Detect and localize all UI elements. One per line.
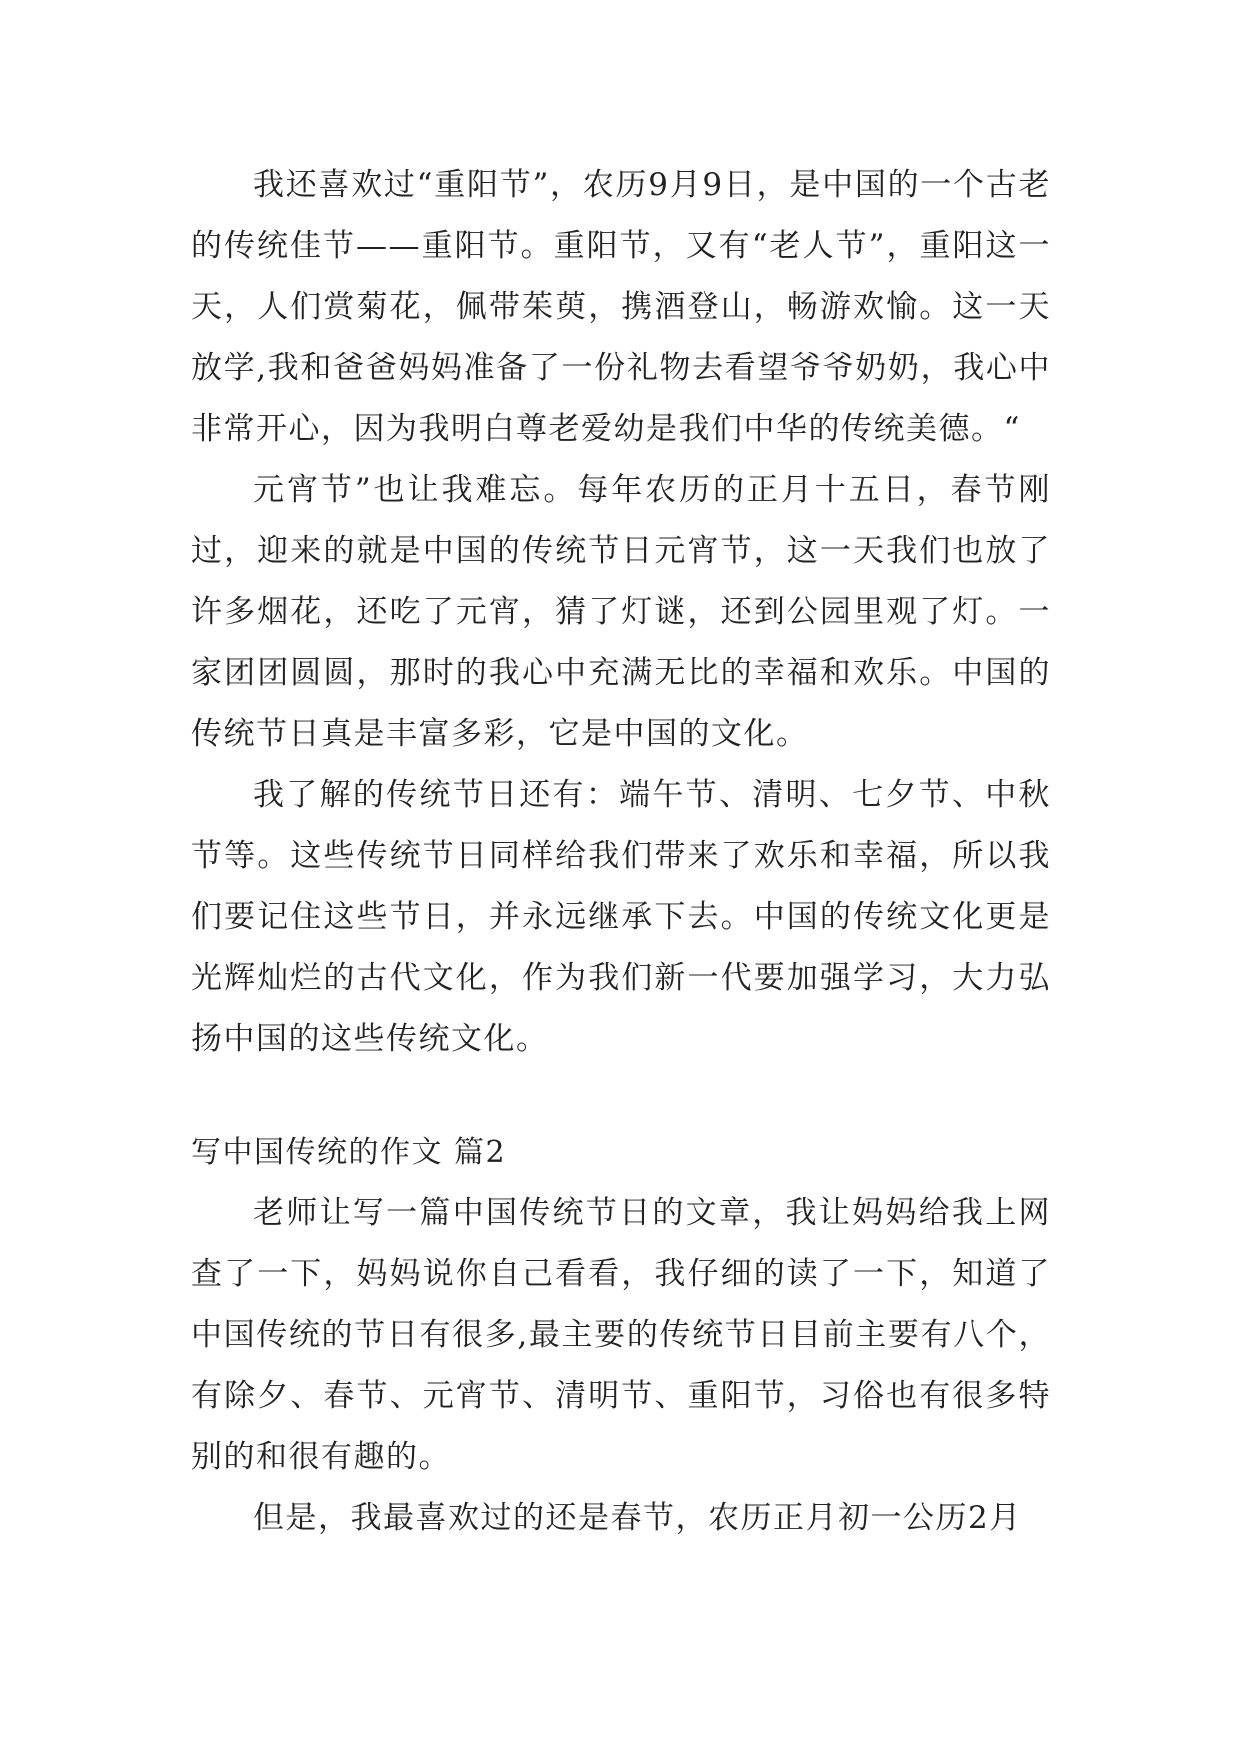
section-heading: 写中国传统的作文 篇2 (191, 1135, 507, 1170)
paragraph-chongyang: 我还喜欢过“重阳节”，农历9月9日，是中国的一个古老的传统佳节——重阳节。重阳节，又有“老人节”，重阳这一天，人们赏菊花，佩带茱萸，携酒登山，畅游欢愉。这一天放学,我和爸爸妈妈准备了一份礼物去看望爷爷奶奶，我心中非常开心，因为我明白尊老爱幼是我们中华的传统美德。“ (191, 167, 1051, 447)
paragraph-spring-festival: 但是，我最喜欢过的还是春节，农历正月初一公历2月 (253, 1500, 1022, 1536)
paragraph-other-festivals: 我了解的传统节日还有：端午节、清明、七夕节、中秋节等。这些传统节日同样给我们带来了欢乐和幸福，所以我们要记住这些节日，并永远继承下去。中国的传统文化更是光辉灿烂的古代文化，作为我们新一代要加强学习，大力弘扬中国的这些传统文化。 (191, 777, 1051, 1057)
document-body (191, 155, 1051, 1549)
paragraph-yuanxiao: 元宵节”也让我难忘。每年农历的正月十五日，春节刚过，迎来的就是中国的传统节日元宵节，这一天我们也放了许多烟花，还吃了元宵，猜了灯谜，还到公园里观了灯。一家团团圆圆，那时的我心中充满无比的幸福和欢乐。中国的传统节日真是丰富多彩，它是中国的文化。 (191, 472, 1051, 752)
paragraph-teacher-assignment: 老师让写一篇中国传统节日的文章，我让妈妈给我上网查了一下，妈妈说你自己看看，我仔细的读了一下，知道了中国传统的节日有很多,最主要的传统节日目前主要有八个，有除夕、春节、元宵节、清明节、重阳节，习俗也有很多特别的和很有趣的。 (191, 1195, 1051, 1475)
